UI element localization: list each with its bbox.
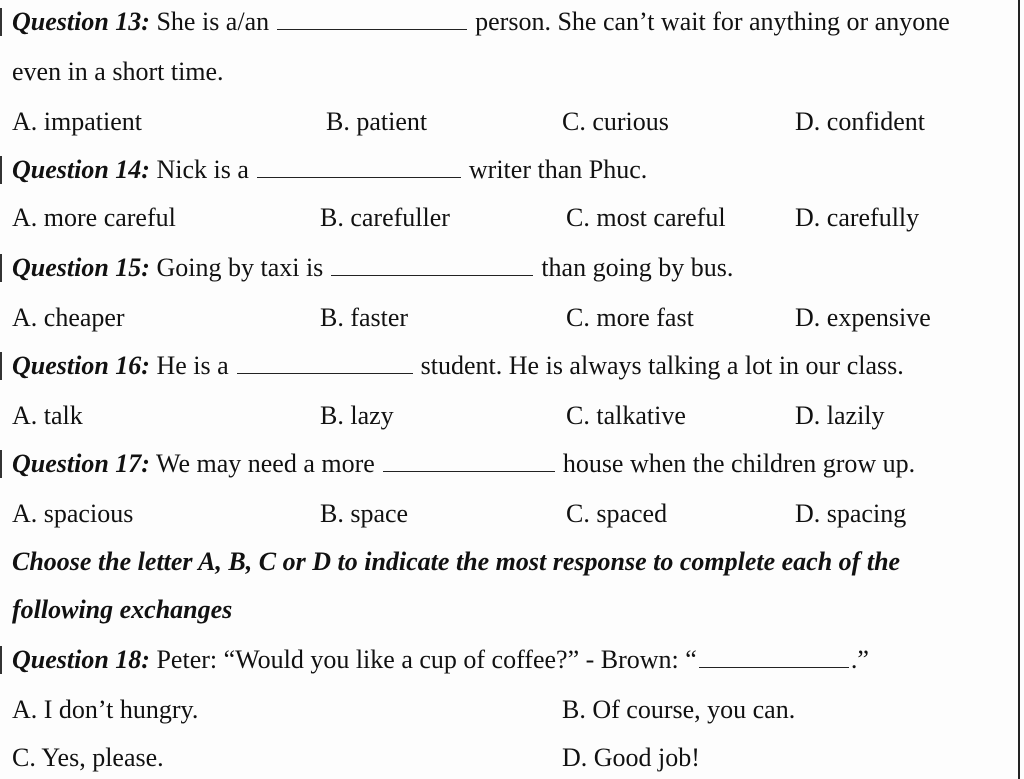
question-17-option-d[interactable]: D. spacing <box>795 499 907 528</box>
question-16-blank[interactable] <box>237 353 413 374</box>
question-13-text-after: person. She can’t wait for anything or anyone <box>475 7 950 36</box>
question-13-option-a[interactable]: A. impatient <box>12 107 142 136</box>
question-15-option-d[interactable]: D. expensive <box>795 303 931 332</box>
question-16-label: Question 16: <box>12 351 150 380</box>
question-13-option-c[interactable]: C. curious <box>562 107 669 136</box>
question-14-label: Question 14: <box>12 155 150 184</box>
question-15-label: Question 15: <box>12 253 150 282</box>
question-16-text-before: He is a <box>156 351 229 380</box>
question-13-text-before: She is a/an <box>156 7 270 36</box>
question-16-marker <box>0 352 2 380</box>
question-13-marker <box>0 8 2 36</box>
question-18-blank[interactable] <box>699 647 849 668</box>
question-17-marker <box>0 450 2 478</box>
question-17-option-b[interactable]: B. space <box>320 499 409 528</box>
question-15-text-after: than going by bus. <box>541 253 734 282</box>
question-17-option-a[interactable]: A. spacious <box>12 499 134 528</box>
question-16-option-a[interactable]: A. talk <box>12 401 83 430</box>
question-15-marker <box>0 254 2 282</box>
question-17-label: Question 17: <box>12 449 150 478</box>
section-instruction-line-1: Choose the letter A, B, C or D to indicate the most response to complete each of the <box>12 547 901 576</box>
question-18-option-d[interactable]: D. Good job! <box>562 743 700 772</box>
question-17-option-c[interactable]: C. spaced <box>566 499 668 528</box>
question-15-stem <box>12 252 733 284</box>
question-14-blank[interactable] <box>257 157 461 178</box>
question-14-option-b[interactable]: B. carefuller <box>320 203 450 232</box>
question-13-continuation: even in a short time. <box>12 57 224 86</box>
question-14-option-d[interactable]: D. carefully <box>795 203 920 232</box>
question-13-option-b[interactable]: B. patient <box>326 107 428 136</box>
question-18-text-before: Peter: “Would you like a cup of coffee?” - Brown: “ <box>156 645 697 674</box>
question-14-option-c[interactable]: C. most careful <box>566 203 726 232</box>
question-17-blank[interactable] <box>383 451 555 472</box>
question-17-text-before: We may need a more <box>156 449 375 478</box>
question-15-text-before: Going by taxi is <box>156 253 324 282</box>
question-16-option-d[interactable]: D. lazily <box>795 401 885 430</box>
question-18-option-b[interactable]: B. Of course, you can. <box>562 695 796 724</box>
question-13-option-d[interactable]: D. confident <box>795 107 925 136</box>
page-right-border <box>1018 0 1020 779</box>
question-14-marker <box>0 156 2 184</box>
question-18-text-after: .” <box>850 645 869 674</box>
question-18-label: Question 18: <box>12 645 150 674</box>
question-16-option-b[interactable]: B. lazy <box>320 401 394 430</box>
question-13-label: Question 13: <box>12 7 150 36</box>
question-13-stem <box>12 6 950 38</box>
question-14-option-a[interactable]: A. more careful <box>12 203 176 232</box>
question-16-text-after: student. He is always talking a lot in our class. <box>420 351 904 380</box>
question-17-text-after: house when the children grow up. <box>562 449 916 478</box>
question-17-stem <box>12 448 915 480</box>
question-15-option-a[interactable]: A. cheaper <box>12 303 125 332</box>
section-instruction-line-2: following exchanges <box>12 595 233 624</box>
question-16-option-c[interactable]: C. talkative <box>566 401 686 430</box>
question-16-stem <box>12 350 904 382</box>
question-15-option-c[interactable]: C. more fast <box>566 303 694 332</box>
question-18-option-a[interactable]: A. I don’t hungry. <box>12 695 199 724</box>
question-15-blank[interactable] <box>331 255 533 276</box>
question-14-stem <box>12 154 647 186</box>
question-18-option-c[interactable]: C. Yes, please. <box>12 743 164 772</box>
question-15-option-b[interactable]: B. faster <box>320 303 409 332</box>
question-18-marker <box>0 646 2 674</box>
question-18-stem <box>12 644 869 676</box>
question-14-text-before: Nick is a <box>156 155 249 184</box>
question-13-blank[interactable] <box>277 9 467 30</box>
question-14-text-after: writer than Phuc. <box>468 155 648 184</box>
